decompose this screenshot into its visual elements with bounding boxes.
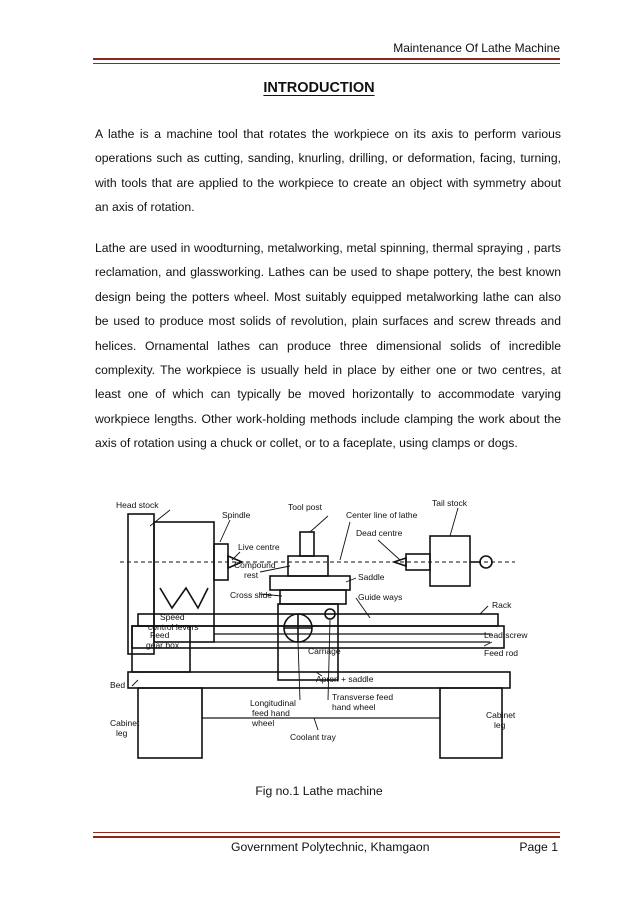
footer-rule: [93, 832, 560, 838]
label-center-line: Center line of lathe: [346, 510, 418, 520]
label-feed-rod: Feed rod: [484, 648, 519, 658]
paragraph-1: A lathe is a machine tool that rotates the workpiece on its axis to perform various operations such as cutting, sanding, knurling, drilling, or deformation, facing, turning, with tools that are applied to the workpiece to create an object with symmetry about an axis of rotation.: [95, 127, 561, 215]
label-hand-wheel: hand wheel: [332, 702, 376, 712]
label-saddle: Saddle: [358, 572, 385, 582]
label-wheel: wheel: [252, 718, 275, 728]
speed-levers: [160, 588, 208, 608]
label-live-centre: Live centre: [238, 542, 280, 552]
running-header: Maintenance Of Lathe Machine: [393, 41, 560, 55]
label-feed-hand: feed hand: [252, 708, 290, 718]
label-apron-saddle: Apron + saddle: [316, 674, 374, 684]
figure-caption: Fig no.1 Lathe machine: [255, 784, 383, 798]
label-transverse: Transverse feed: [332, 692, 394, 702]
label-head-stock: Head stock: [116, 500, 159, 510]
label-guide-ways: Guide ways: [358, 592, 403, 602]
coolant-tray: [202, 688, 440, 718]
label-cabinet-left: Cabinet: [110, 718, 140, 728]
cross-slide: [280, 590, 346, 604]
label-tool-post: Tool post: [288, 502, 323, 512]
label-speed-control: control levers: [148, 622, 199, 632]
label-spindle: Spindle: [222, 510, 251, 520]
label-cabinet-right: Cabinet: [486, 710, 516, 720]
label-tail-stock: Tail stock: [432, 498, 467, 508]
page-number: Page 1: [519, 840, 558, 854]
label-bed: Bed: [110, 680, 126, 690]
tailstock: [430, 536, 470, 586]
label-dead-centre: Dead centre: [356, 528, 403, 538]
label-feed: Feed: [150, 630, 170, 640]
cabinet-leg-left: [138, 688, 202, 758]
section-title-text: INTRODUCTION: [263, 80, 375, 96]
label-coolant-tray: Coolant tray: [290, 732, 336, 742]
label-gear-box: gear box: [146, 640, 180, 650]
saddle: [270, 576, 350, 590]
tool-post: [300, 532, 314, 556]
header-rule: [93, 58, 560, 64]
label-carriage: Carriage: [308, 646, 341, 656]
label-rest: rest: [244, 570, 259, 580]
label-leg-left: leg: [116, 728, 128, 738]
label-speed: Speed: [160, 612, 185, 622]
footer-institution: Government Polytechnic, Khamgaon: [231, 840, 430, 854]
cabinet-leg-right: [440, 688, 502, 758]
label-leg-right: leg: [494, 720, 506, 730]
label-cross-slide: Cross slide: [230, 590, 273, 600]
label-lead-screw: Lead screw: [484, 630, 528, 640]
label-compound: Compound: [234, 560, 276, 570]
label-rack: Rack: [492, 600, 512, 610]
compound-rest: [288, 556, 328, 576]
lathe-diagram: [110, 496, 530, 768]
label-longitudinal: Longitudinal: [250, 698, 296, 708]
paragraph-2: Lathe are used in woodturning, metalworking, metal spinning, thermal spraying , parts reclamation, and glassworking. Lathes can be used to shape pottery, the best known design being the potters wheel. Most suitably equipped metalworking lathe can also be used to produce most solids of revolution, plain surfaces and screw threads and helices. Ornamental lathes can produce three dimensional solids of incredible complexity. The workpiece is usually held in place by either one or two centres, at least one of which can typically be moved horizontally to accommodate varying workpiece lengths. Other work-holding methods include clamping the work about the axis of rotation using a chuck or collet, or to a faceplate, using clamps or dogs.: [95, 241, 561, 451]
section-title: [0, 80, 638, 96]
